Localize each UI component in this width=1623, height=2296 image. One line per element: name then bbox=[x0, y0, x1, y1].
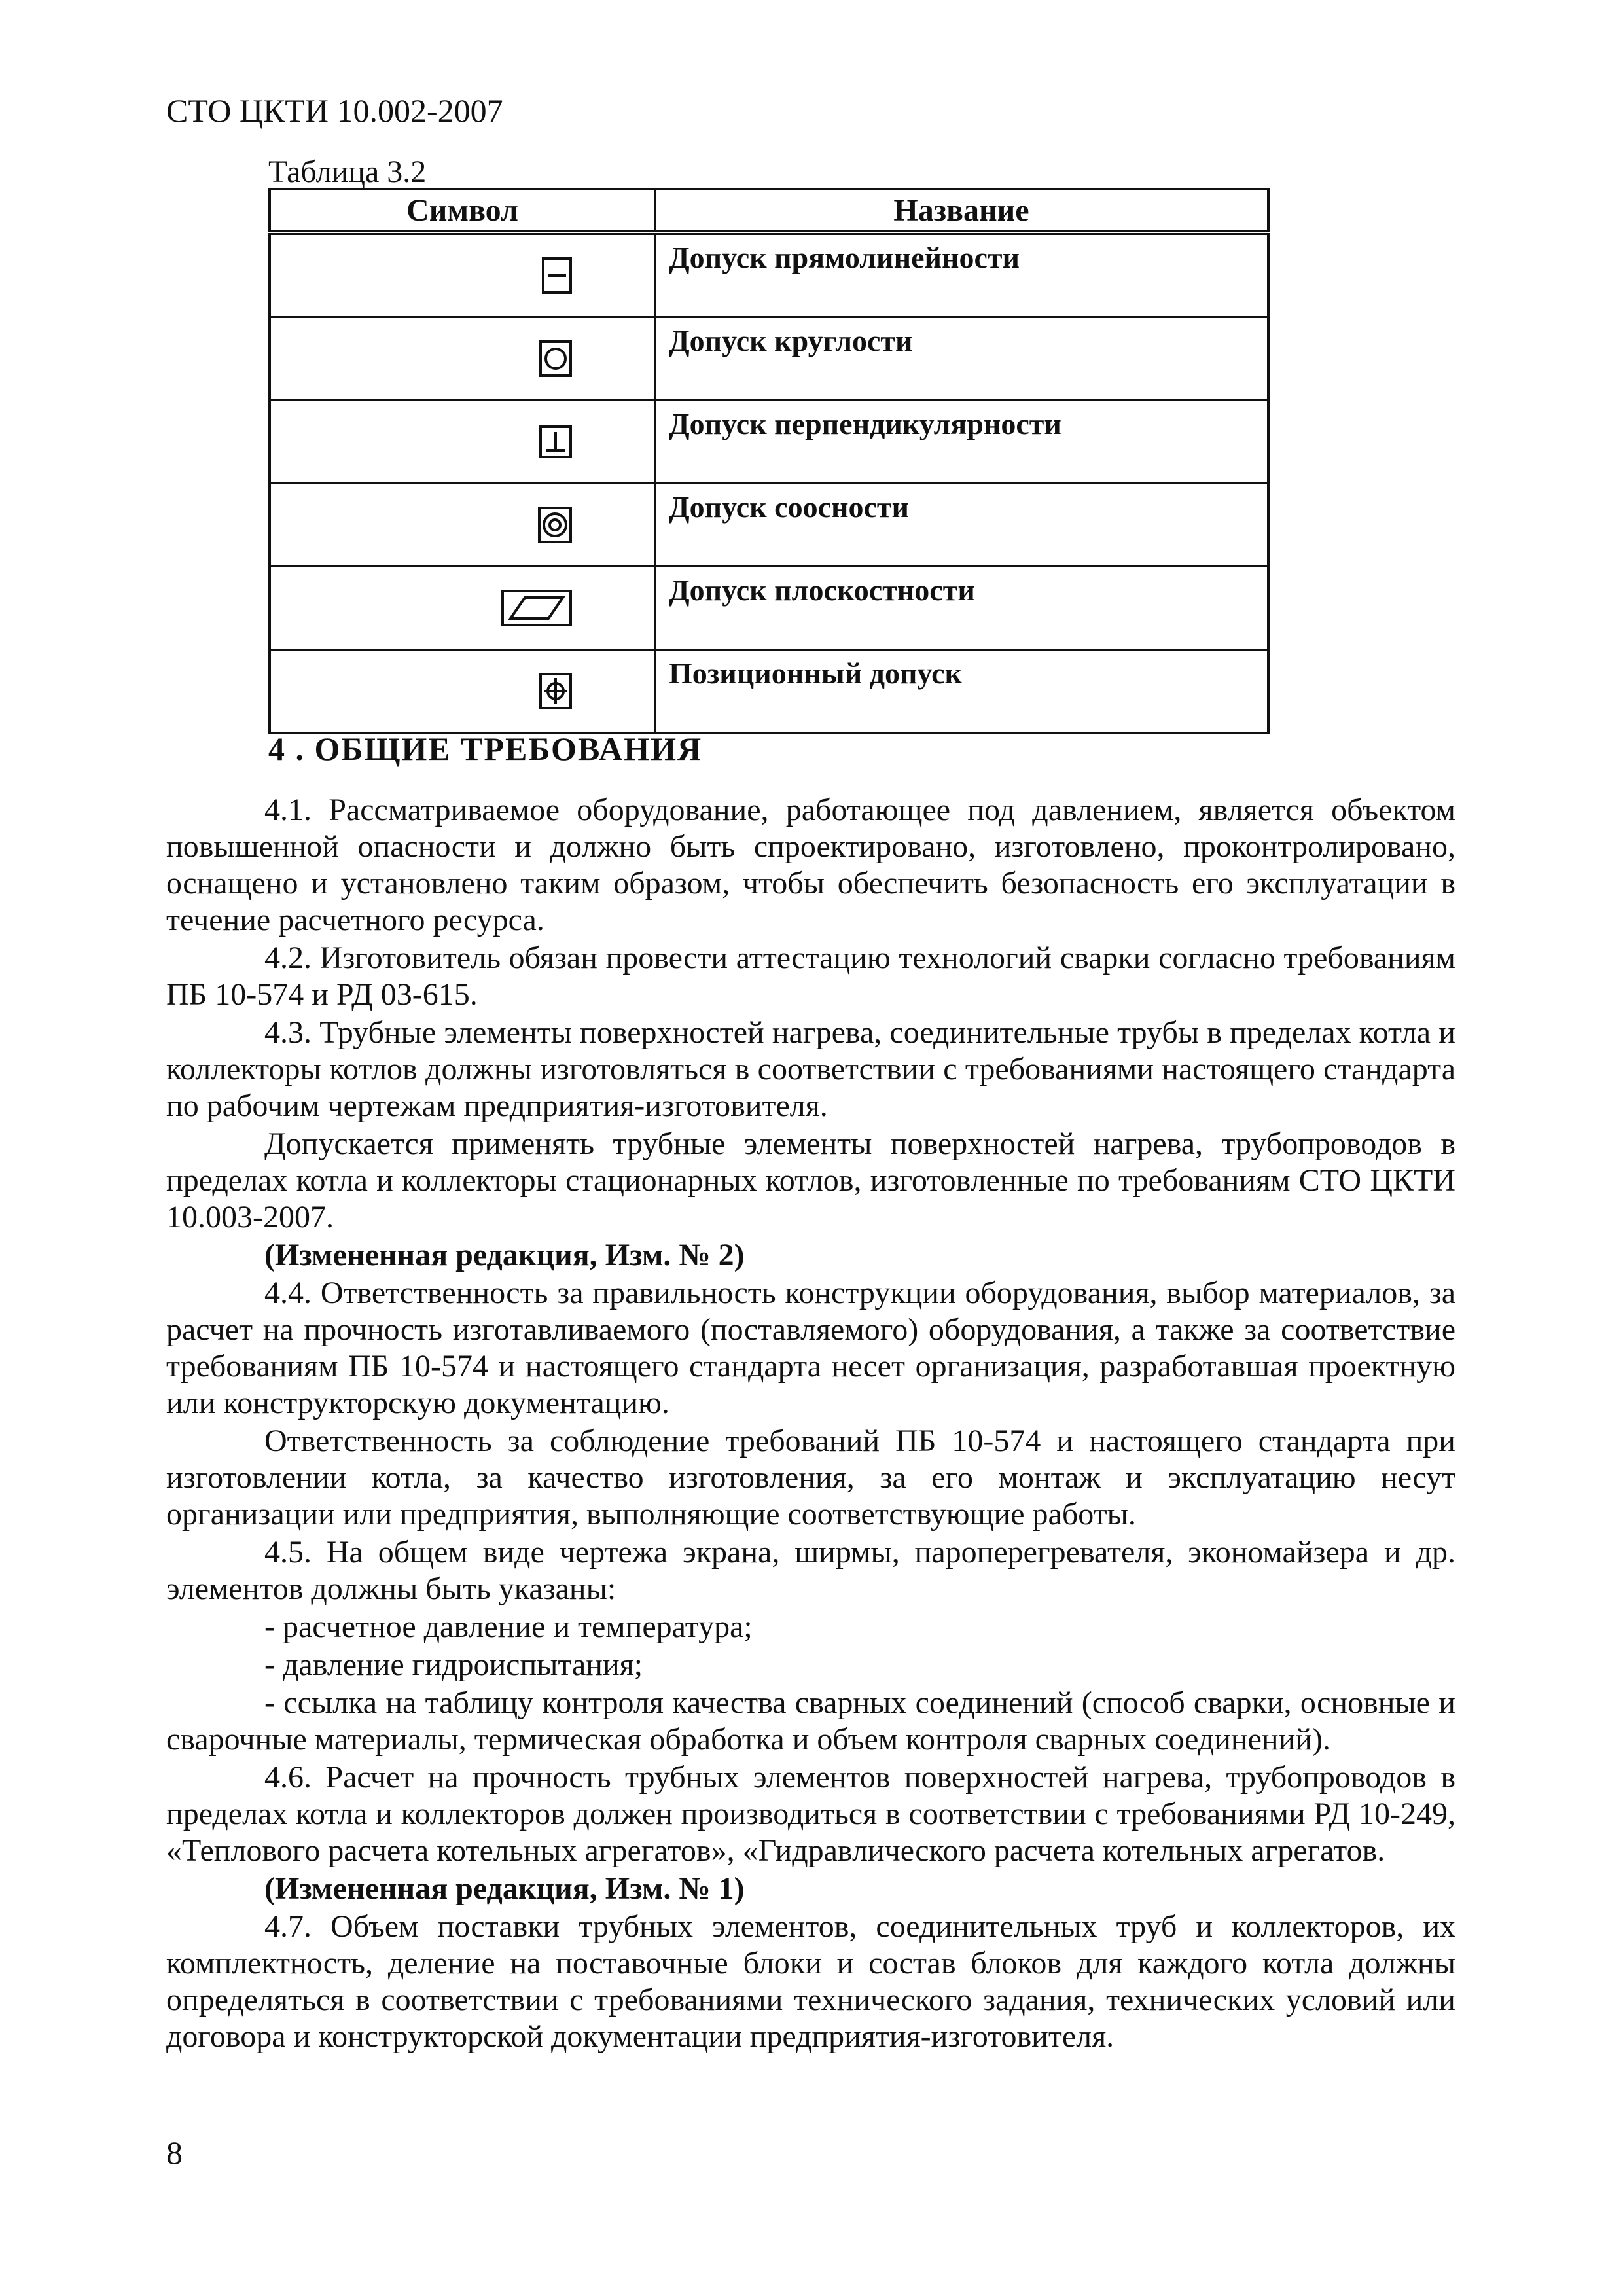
page-number: 8 bbox=[166, 2134, 183, 2171]
document-code: СТО ЦКТИ 10.002-2007 bbox=[166, 92, 503, 129]
tolerance-name: Позиционный допуск bbox=[655, 650, 1269, 734]
table-row bbox=[270, 567, 1268, 650]
paragraph-4-3: 4.3. Трубные элементы поверхностей нагрева, соединительные трубы в пределах котла и коллекторы котлов должны изготовляться в соответствии с требованиями настоящего стандарта по рабочим чертежам предприятия-изготовителя. bbox=[166, 1015, 1455, 1123]
straightness-icon bbox=[542, 257, 572, 294]
symbol-cell bbox=[270, 232, 655, 317]
table-row bbox=[270, 317, 1268, 401]
paragraph-4-4: 4.4. Ответственность за правильность конструкции оборудования, выбор материалов, за расчет на прочность изготавливаемого (поставляемого) оборудования, а также за соответствие требованиям ПБ 10-574 и настоящего стандарта несет организация, разработавшая проектную или конструкторскую документацию. bbox=[166, 1276, 1455, 1420]
flatness-icon bbox=[501, 590, 572, 626]
table-caption: Таблица 3.2 bbox=[268, 154, 427, 189]
paragraph-4-5: 4.5. На общем виде чертежа экрана, ширмы, пароперегревателя, экономайзера и др. элементов должны быть указаны: bbox=[166, 1535, 1455, 1606]
table-row bbox=[270, 484, 1268, 567]
tolerance-symbols-table bbox=[268, 188, 1270, 734]
symbol-cell bbox=[270, 317, 655, 401]
position-icon bbox=[539, 673, 572, 709]
list-item: - ссылка на таблицу контроля качества сварных соединений (способ сварки, основные и сварочные материалы, термическая обработка и объем контроля сварных соединений). bbox=[166, 1685, 1455, 1757]
paragraph-4-4-responsibility: Ответственность за соблюдение требований ПБ 10-574 и настоящего стандарта при изготовлении котла, за качество изготовления, за его монтаж и эксплуатацию несут организации или предприятия, выполняющие соответствующие работы. bbox=[166, 1424, 1455, 1532]
roundness-icon bbox=[539, 340, 572, 377]
tolerance-name: Допуск перпендикулярности bbox=[655, 401, 1269, 484]
column-header-symbol: Символ bbox=[270, 189, 655, 232]
section-title: 4 . ОБЩИЕ ТРЕБОВАНИЯ bbox=[268, 730, 703, 767]
symbol-cell bbox=[270, 567, 655, 650]
table-row bbox=[270, 650, 1268, 734]
symbol-cell bbox=[270, 401, 655, 484]
paragraph-4-1: 4.1. Рассматриваемое оборудование, работающее под давлением, является объектом повышенной опасности и должно быть спроектировано, изготовлено, проконтролировано, оснащено и установлено таким образом, чтобы обеспечить безопасность его эксплуатации в течение расчетного ресурса. bbox=[166, 793, 1455, 937]
list-item: - расчетное давление и температура; bbox=[264, 1609, 753, 1644]
tolerance-name: Допуск круглости bbox=[655, 317, 1269, 401]
paragraph-4-7: 4.7. Объем поставки трубных элементов, соединительных труб и коллекторов, их комплектность, деление на поставочные блоки и состав блоков для каждого котла должны определяться в соответствии с требованиями технического задания, технических условий или договора и конструкторской документации предприятия-изготовителя. bbox=[166, 1909, 1455, 2054]
table-row bbox=[270, 232, 1268, 317]
tolerance-name: Допуск прямолинейности bbox=[655, 232, 1269, 317]
table-row bbox=[270, 401, 1268, 484]
coaxiality-icon bbox=[538, 507, 572, 543]
list-item: - давление гидроиспытания; bbox=[264, 1647, 643, 1682]
perpendicularity-icon bbox=[539, 425, 572, 458]
symbol-cell bbox=[270, 650, 655, 734]
paragraph-4-3-allowance: Допускается применять трубные элементы поверхностей нагрева, трубопроводов в пределах котла и коллекторы стационарных котлов, изготовленные по требованиям СТО ЦКТИ 10.003-2007. bbox=[166, 1126, 1455, 1234]
tolerance-name: Допуск плоскостности bbox=[655, 567, 1269, 650]
section-body bbox=[166, 792, 1455, 2056]
table-header-row bbox=[270, 189, 1268, 232]
paragraph-4-2: 4.2. Изготовитель обязан провести аттестацию технологий сварки согласно требованиям ПБ 10-574 и РД 03-615. bbox=[166, 941, 1455, 1012]
paragraph-4-6: 4.6. Расчет на прочность трубных элементов поверхностей нагрева, трубопроводов в пределах котла и коллекторов должен производиться в соответствии с требованиями РД 10-249, «Теплового расчета котельных агрегатов», «Гидравлического расчета котельных агрегатов. bbox=[166, 1760, 1455, 1868]
tolerance-name: Допуск соосности bbox=[655, 484, 1269, 567]
amendment-note: (Измененная редакция, Изм. № 2) bbox=[264, 1238, 745, 1272]
amendment-note: (Измененная редакция, Изм. № 1) bbox=[264, 1871, 745, 1906]
symbol-cell bbox=[270, 484, 655, 567]
column-header-name: Название bbox=[655, 189, 1269, 232]
